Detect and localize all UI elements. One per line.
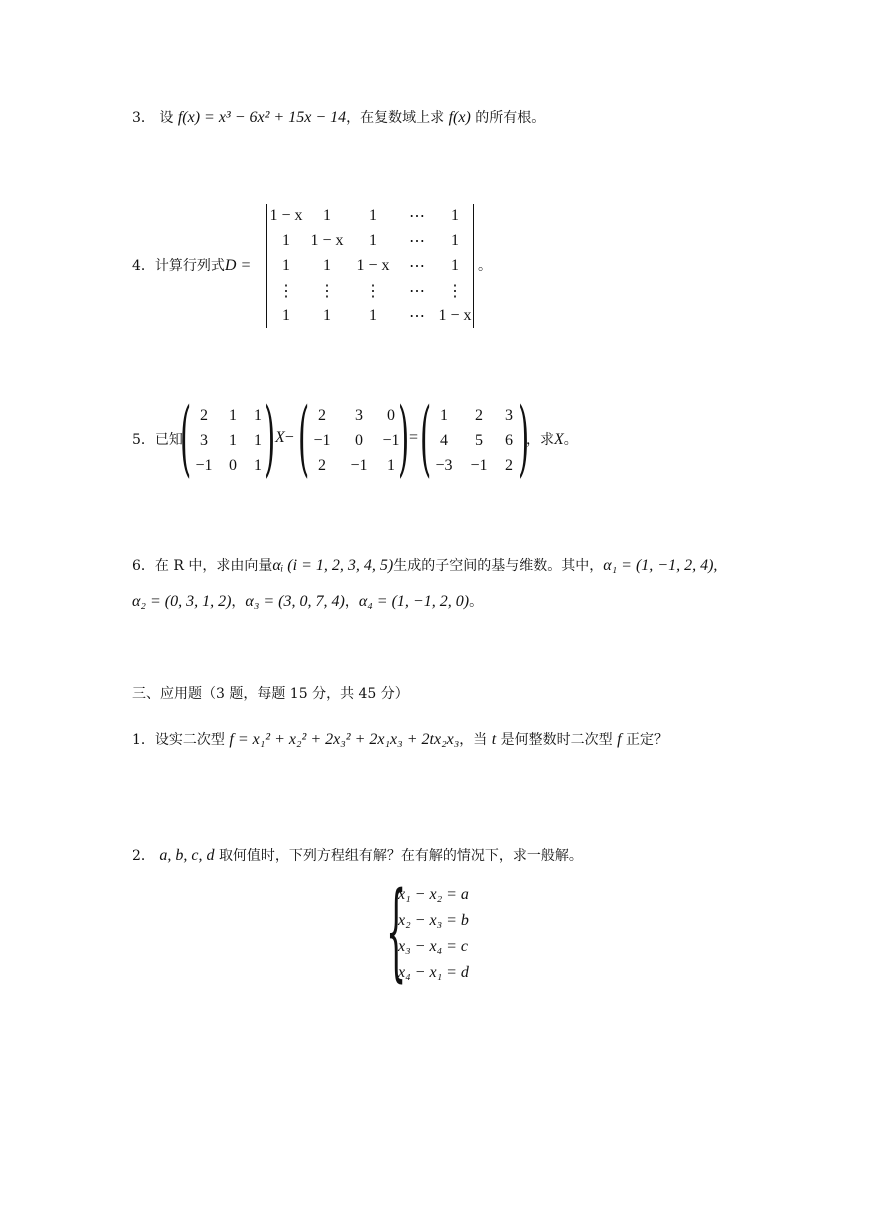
determinant-left-bar — [266, 204, 267, 328]
matrix-entry: 4 — [440, 431, 448, 449]
determinant-entry: 1 — [323, 206, 331, 224]
determinant-entry: 1 — [451, 206, 459, 224]
matrix-entry: 1 — [229, 431, 237, 449]
equation-line: x₃ − x₄ = c — [398, 938, 469, 955]
determinant-entry: ⋯ — [409, 257, 425, 275]
equation-system — [398, 882, 508, 986]
right-paren: ) — [398, 391, 410, 486]
question-6-line2: α₂ = (0, 3, 1, 2)，α₃ = (3, 0, 7, 4)，α₄ = (1, −1, 2, 0)。 — [132, 593, 484, 610]
variable-x: X− — [275, 429, 294, 446]
determinant-entry: 1 — [451, 256, 459, 274]
question-6-line1: 6．在 R 中，求由向量αᵢ (i = 1, 2, 3, 4, 5)生成的子空间的基与维数。其中，α₁ = (1, −1, 2, 4), — [132, 557, 718, 574]
matrix-entry: 1 — [254, 406, 262, 424]
matrix-entry: 1 — [387, 456, 395, 474]
equals-sign: = — [409, 429, 419, 446]
matrix-entry: 3 — [200, 431, 208, 449]
determinant-entry: 1 — [323, 256, 331, 274]
left-paren: ( — [180, 391, 192, 486]
determinant-entry: ⋯ — [409, 207, 425, 225]
determinant-entry: 1 — [282, 256, 290, 274]
matrix-entry: 0 — [355, 431, 363, 449]
question-number: 5． — [132, 432, 155, 448]
determinant-end-mark: 。 — [478, 258, 492, 274]
right-paren: ) — [518, 391, 530, 486]
question-number: 4． — [132, 258, 155, 274]
matrix-b — [304, 403, 402, 479]
matrix-c — [426, 403, 522, 479]
matrix-entry: −1 — [382, 431, 400, 449]
system-brace: { — [386, 869, 407, 992]
matrix-entry: 2 — [318, 406, 326, 424]
equation-line: x₁ − x₂ = a — [398, 886, 469, 903]
determinant-entry: ⋮ — [447, 282, 463, 300]
left-paren: ( — [420, 391, 432, 486]
polynomial-formula: f(x) = x³ − 6x² + 15x − 14 — [177, 109, 347, 126]
matrix-a — [188, 403, 270, 479]
problem-2: 2． a, b, c, d 取何值时，下列方程组有解？在有解的情况下，求一般解。 — [132, 847, 583, 864]
matrix-entry: 1 — [254, 456, 262, 474]
matrix-entry: 0 — [387, 406, 395, 424]
determinant-matrix — [268, 203, 472, 329]
determinant-entry: 1 — [282, 231, 290, 249]
question-number: 2． — [132, 848, 155, 864]
question-number: 6． — [132, 558, 155, 574]
question-number: 1． — [132, 732, 155, 748]
matrix-entry: 2 — [200, 406, 208, 424]
matrix-entry: 2 — [475, 406, 483, 424]
matrix-entry: 1 — [229, 406, 237, 424]
determinant-entry: 1 — [282, 306, 290, 324]
question-5: 5．已知 — [132, 432, 183, 448]
matrix-entry: −1 — [195, 456, 213, 474]
matrix-entry: 5 — [475, 431, 483, 449]
problem-1: 1．设实二次型 f = x₁² + x₂² + 2x₃² + 2x₁x₃ + 2tx₂x₃，当 t 是何整数时二次型 f 正定？ — [132, 731, 669, 748]
determinant-entry: 1 − x — [269, 206, 303, 224]
determinant-entry: 1 — [451, 231, 459, 249]
determinant-entry: 1 — [369, 306, 377, 324]
determinant-entry: ⋯ — [409, 307, 425, 325]
determinant-entry: ⋮ — [278, 282, 294, 300]
question-5-end: ，求X。 — [526, 431, 578, 448]
left-paren: ( — [298, 391, 310, 486]
matrix-entry: 3 — [355, 406, 363, 424]
determinant-entry: ⋯ — [409, 282, 425, 300]
determinant-entry: 1 — [323, 306, 331, 324]
matrix-entry: −3 — [435, 456, 453, 474]
matrix-entry: −1 — [313, 431, 331, 449]
matrix-entry: 6 — [505, 431, 513, 449]
question-3: 3． 设 f(x) = x³ − 6x² + 15x − 14，在复数域上求 f(x) 的所有根。 — [132, 109, 546, 126]
determinant-entry: 1 − x — [438, 306, 472, 324]
determinant-entry: 1 — [369, 231, 377, 249]
matrix-entry: 0 — [229, 456, 237, 474]
equation-line: x₂ − x₃ = b — [398, 912, 469, 929]
matrix-entry: −1 — [350, 456, 368, 474]
matrix-entry: −1 — [470, 456, 488, 474]
question-number: 3． — [132, 110, 155, 126]
right-paren: ) — [264, 391, 276, 486]
determinant-entry: ⋯ — [409, 232, 425, 250]
matrix-entry: 3 — [505, 406, 513, 424]
determinant-entry: 1 − x — [310, 231, 344, 249]
matrix-entry: 2 — [318, 456, 326, 474]
determinant-entry: 1 − x — [356, 256, 390, 274]
matrix-entry: 2 — [505, 456, 513, 474]
determinant-right-bar — [473, 204, 474, 328]
quadratic-form: f = x₁² + x₂² + 2x₃² + 2x₁x₃ + 2tx₂x₃ — [229, 731, 460, 748]
section-title: 三、应用题（3 题，每题 15 分，共 45 分） — [132, 686, 409, 702]
equation-line: x₄ − x₁ = d — [398, 964, 469, 981]
question-4: 4．计算行列式D = — [132, 257, 252, 274]
determinant-entry: 1 — [369, 206, 377, 224]
determinant-entry: ⋮ — [319, 282, 335, 300]
matrix-entry: 1 — [254, 431, 262, 449]
matrix-entry: 1 — [440, 406, 448, 424]
determinant-entry: ⋮ — [365, 282, 381, 300]
